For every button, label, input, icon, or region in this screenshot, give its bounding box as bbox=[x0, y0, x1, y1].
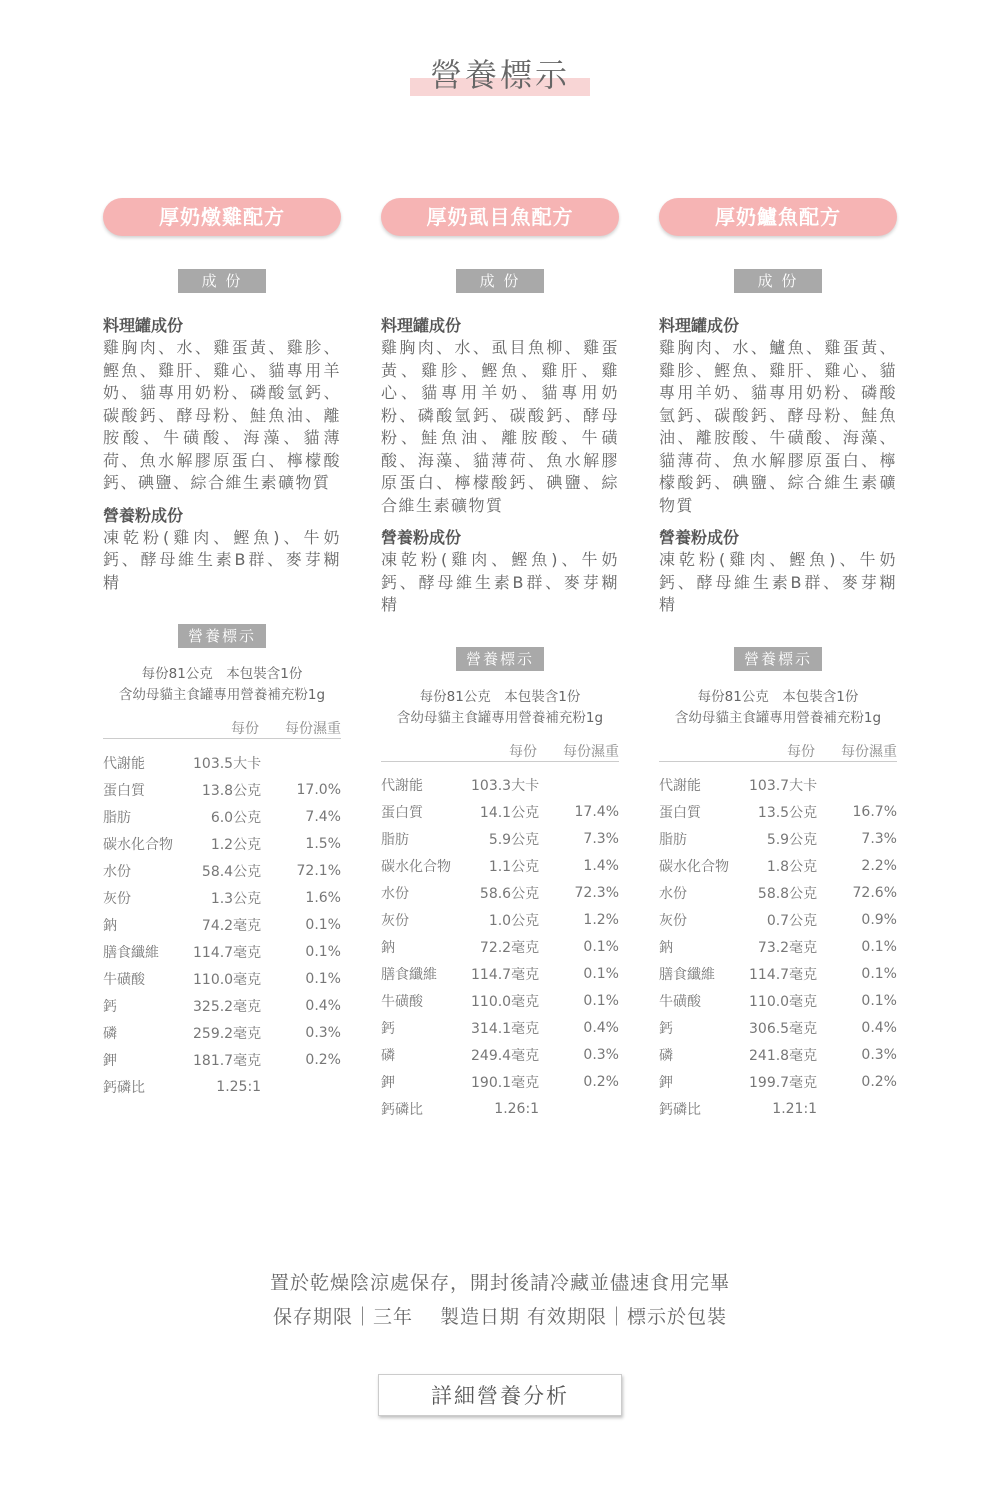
nutrient-percent: 1.2% bbox=[583, 912, 619, 928]
table-row bbox=[381, 988, 619, 1015]
nutrient-percent: 0.2% bbox=[305, 1051, 341, 1068]
nutrient-name: 蛋白質 bbox=[381, 805, 423, 821]
nutrient-percent: 0.1% bbox=[583, 939, 619, 955]
table-row bbox=[103, 776, 341, 803]
nutrient-name: 代謝能 bbox=[103, 755, 145, 772]
nutrient-amount: 249.4毫克 bbox=[471, 1048, 540, 1064]
nutrition-table-header bbox=[659, 739, 897, 762]
nutrient-percent: 7.3% bbox=[861, 831, 897, 847]
nutrient-percent: 0.4% bbox=[305, 997, 341, 1014]
nutrient-percent: 2.2% bbox=[861, 858, 897, 874]
nutrient-percent: 72.6% bbox=[852, 885, 897, 901]
nutrient-percent: 1.4% bbox=[583, 858, 619, 874]
nutrient-name: 磷 bbox=[659, 1048, 673, 1064]
nutrition-tag: 營養標示 bbox=[456, 647, 544, 671]
can-ingredients-text: 雞胸肉、水、虱目魚柳、雞蛋黃、雞胗、鰹魚、雞肝、雞心、貓專用羊奶、貓專用奶粉、磷酸氫鈣、碳酸鈣、酵母粉、鮭魚油、離胺酸、牛磺酸、海藻、貓薄荷、魚水解膠原蛋白、檸檬酸鈣、碘鹽、綜合維生素礦物質 bbox=[381, 338, 619, 515]
product-name-pill: 厚奶虱目魚配方 bbox=[381, 198, 619, 236]
nutrient-name: 鉀 bbox=[659, 1075, 673, 1091]
nutrient-name: 灰份 bbox=[103, 890, 131, 907]
nutrient-amount: 1.2公克 bbox=[210, 836, 262, 853]
nutrient-name: 鈉 bbox=[381, 940, 395, 956]
table-row bbox=[659, 934, 897, 961]
table-row bbox=[103, 830, 341, 857]
nutrient-name: 牛磺酸 bbox=[103, 971, 145, 988]
nutrient-name: 磷 bbox=[103, 1025, 117, 1042]
serving-line-2: 含幼母貓主食罐專用營養補充粉1g bbox=[396, 709, 604, 726]
table-row bbox=[381, 1015, 619, 1042]
product-column bbox=[659, 198, 897, 1123]
nutrient-name: 鈉 bbox=[659, 940, 673, 956]
nutrient-percent: 0.2% bbox=[861, 1074, 897, 1090]
nutrient-name: 鉀 bbox=[381, 1075, 395, 1091]
nutrient-amount: 181.7毫克 bbox=[193, 1052, 262, 1069]
nutrient-name: 膳食纖維 bbox=[103, 944, 159, 961]
nutrient-amount: 103.3大卡 bbox=[471, 778, 540, 794]
nutrient-amount: 14.1公克 bbox=[479, 805, 540, 821]
header-per-serving: 每份 bbox=[509, 743, 537, 760]
table-row bbox=[381, 961, 619, 988]
nutrient-name: 碳水化合物 bbox=[103, 836, 173, 853]
storage-note: 置於乾燥陰涼處保存，開封後請冷藏並儘速食用完畢 bbox=[269, 1272, 730, 1294]
table-row bbox=[381, 907, 619, 934]
serving-line-2: 含幼母貓主食罐專用營養補充粉1g bbox=[118, 687, 326, 703]
nutrient-amount: 1.21:1 bbox=[772, 1101, 818, 1117]
table-row bbox=[659, 799, 897, 826]
nutrient-amount: 114.7毫克 bbox=[471, 967, 540, 983]
nutrient-amount: 314.1毫克 bbox=[471, 1021, 540, 1037]
powder-ingredients-heading: 營養粉成份 bbox=[103, 505, 184, 525]
powder-ingredients-text: 凍乾粉(雞肉、鰹魚)、牛奶鈣、酵母維生素B群、麥芽糊精 bbox=[103, 527, 341, 592]
table-row bbox=[103, 1019, 341, 1046]
nutrient-name: 碳水化合物 bbox=[381, 859, 451, 875]
serving-info bbox=[381, 687, 619, 729]
nutrient-name: 鉀 bbox=[103, 1052, 117, 1069]
table-row bbox=[659, 1096, 897, 1123]
can-ingredients-heading: 料理罐成份 bbox=[381, 316, 462, 335]
table-row bbox=[381, 1069, 619, 1096]
can-ingredients-text: 雞胸肉、水、鱸魚、雞蛋黃、雞胗、鰹魚、雞肝、雞心、貓專用羊奶、貓專用奶粉、磷酸氫鈣、碳酸鈣、酵母粉、鮭魚油、離胺酸、牛磺酸、海藻、貓薄荷、魚水解膠原蛋白、檸檬酸鈣、碘鹽、綜合維生素礦物質 bbox=[659, 338, 897, 515]
nutrient-percent: 72.1% bbox=[296, 862, 341, 879]
nutrient-name: 脂肪 bbox=[659, 832, 687, 848]
nutrient-name: 鈣 bbox=[659, 1021, 673, 1037]
product-name-pill: 厚奶燉雞配方 bbox=[103, 198, 341, 236]
nutrient-name: 鈣磷比 bbox=[659, 1102, 701, 1118]
table-row bbox=[659, 1015, 897, 1042]
nutrient-name: 脂肪 bbox=[103, 809, 131, 826]
nutrient-name: 碳水化合物 bbox=[659, 859, 729, 875]
table-row bbox=[381, 880, 619, 907]
table-row bbox=[103, 803, 341, 830]
nutrient-percent bbox=[817, 1096, 897, 1123]
can-ingredients-heading: 料理罐成份 bbox=[103, 316, 184, 335]
table-row bbox=[103, 938, 341, 965]
nutrient-name: 鈉 bbox=[103, 917, 117, 934]
nutrient-percent: 0.1% bbox=[861, 993, 897, 1009]
nutrient-amount: 1.0公克 bbox=[488, 913, 540, 929]
detail-nutrition-button[interactable]: 詳細營養分析 bbox=[378, 1374, 622, 1416]
nutrient-name: 脂肪 bbox=[381, 832, 409, 848]
powder-ingredients-text: 凍乾粉(雞肉、鰹魚)、牛奶鈣、酵母維生素B群、麥芽糊精 bbox=[381, 550, 619, 614]
nutrient-amount: 306.5毫克 bbox=[749, 1021, 818, 1037]
nutrient-percent: 0.4% bbox=[583, 1020, 619, 1036]
nutrient-percent: 0.3% bbox=[583, 1047, 619, 1063]
nutrient-percent: 0.1% bbox=[861, 966, 897, 982]
nutrient-amount: 114.7毫克 bbox=[193, 944, 262, 961]
nutrient-percent: 0.1% bbox=[305, 970, 341, 987]
serving-line-1: 每份81公克 本包裝含1份 bbox=[141, 666, 303, 682]
nutrient-percent: 0.3% bbox=[861, 1047, 897, 1063]
nutrient-percent: 0.2% bbox=[583, 1074, 619, 1090]
nutrient-name: 水份 bbox=[103, 863, 131, 880]
table-row bbox=[659, 826, 897, 853]
table-row bbox=[381, 799, 619, 826]
nutrient-name: 鈣 bbox=[103, 998, 117, 1015]
nutrition-tag: 營養標示 bbox=[734, 647, 822, 671]
nutrient-percent: 17.4% bbox=[574, 804, 619, 820]
nutrient-percent: 0.9% bbox=[861, 912, 897, 928]
nutrient-name: 鈣磷比 bbox=[103, 1079, 145, 1096]
nutrient-amount: 1.1公克 bbox=[488, 859, 540, 875]
nutrient-name: 牛磺酸 bbox=[659, 994, 701, 1010]
nutrient-percent: 0.1% bbox=[861, 939, 897, 955]
nutrient-amount: 13.8公克 bbox=[201, 782, 262, 799]
nutrient-amount: 58.4公克 bbox=[201, 863, 262, 880]
table-row bbox=[103, 911, 341, 938]
serving-line-1: 每份81公克 本包裝含1份 bbox=[419, 688, 581, 705]
table-row bbox=[103, 749, 341, 776]
nutrient-percent bbox=[539, 772, 619, 799]
nutrient-amount: 110.0毫克 bbox=[749, 994, 818, 1010]
nutrient-name: 灰份 bbox=[381, 913, 409, 929]
table-row bbox=[381, 826, 619, 853]
nutrient-name: 蛋白質 bbox=[103, 782, 145, 799]
table-row bbox=[659, 1042, 897, 1069]
table-row bbox=[659, 988, 897, 1015]
header-per-serving: 每份 bbox=[787, 743, 815, 760]
nutrient-percent: 7.3% bbox=[583, 831, 619, 847]
nutrient-amount: 199.7毫克 bbox=[749, 1075, 818, 1091]
table-row bbox=[103, 1046, 341, 1073]
nutrient-percent: 0.1% bbox=[305, 916, 341, 933]
serving-info bbox=[103, 664, 341, 706]
nutrient-amount: 74.2毫克 bbox=[201, 917, 262, 934]
nutrient-percent: 0.1% bbox=[583, 993, 619, 1009]
serving-info bbox=[659, 687, 897, 729]
nutrient-name: 牛磺酸 bbox=[381, 994, 423, 1010]
nutrient-name: 水份 bbox=[659, 886, 687, 902]
nutrition-table bbox=[381, 772, 619, 1123]
table-row bbox=[659, 772, 897, 799]
header-per-serving: 每份 bbox=[231, 721, 259, 737]
nutrient-amount: 0.7公克 bbox=[766, 913, 818, 929]
nutrient-amount: 5.9公克 bbox=[488, 832, 540, 848]
table-row bbox=[381, 772, 619, 799]
header-wet-weight: 每份濕重 bbox=[285, 721, 341, 737]
nutrient-percent bbox=[261, 1073, 341, 1100]
product-column bbox=[103, 198, 341, 1100]
nutrient-amount: 1.25:1 bbox=[216, 1078, 262, 1095]
nutrient-amount: 103.5大卡 bbox=[193, 755, 262, 772]
header-wet-weight: 每份濕重 bbox=[841, 743, 897, 760]
nutrient-name: 鈣磷比 bbox=[381, 1102, 423, 1118]
nutrient-name: 水份 bbox=[381, 886, 409, 902]
product-name-pill: 厚奶鱸魚配方 bbox=[659, 198, 897, 236]
nutrient-amount: 5.9公克 bbox=[766, 832, 818, 848]
nutrient-amount: 1.8公克 bbox=[766, 859, 818, 875]
table-row bbox=[103, 884, 341, 911]
page-title-text: 營養標示 bbox=[429, 56, 570, 94]
nutrient-percent bbox=[817, 772, 897, 799]
table-row bbox=[381, 853, 619, 880]
nutrition-tag: 營養標示 bbox=[178, 624, 266, 648]
nutrient-name: 膳食纖維 bbox=[659, 967, 715, 983]
page-title bbox=[410, 50, 590, 100]
nutrition-table bbox=[103, 749, 341, 1100]
header-wet-weight: 每份濕重 bbox=[563, 743, 619, 760]
nutrient-amount: 110.0毫克 bbox=[193, 971, 262, 988]
nutrient-amount: 1.26:1 bbox=[494, 1101, 540, 1117]
ingredients-tag: 成 份 bbox=[734, 269, 822, 293]
nutrient-amount: 241.8毫克 bbox=[749, 1048, 818, 1064]
table-row bbox=[103, 1073, 341, 1100]
nutrient-amount: 72.2毫克 bbox=[479, 940, 540, 956]
nutrient-amount: 190.1毫克 bbox=[471, 1075, 540, 1091]
nutrient-name: 代謝能 bbox=[659, 778, 701, 794]
nutrient-percent: 17.0% bbox=[296, 781, 341, 798]
nutrient-amount: 58.8公克 bbox=[757, 886, 818, 902]
nutrient-name: 代謝能 bbox=[381, 778, 423, 794]
table-row bbox=[381, 1096, 619, 1123]
table-row bbox=[103, 857, 341, 884]
nutrient-percent bbox=[539, 1096, 619, 1123]
nutrient-amount: 13.5公克 bbox=[757, 805, 818, 821]
nutrient-percent: 0.1% bbox=[305, 943, 341, 960]
nutrient-amount: 103.7大卡 bbox=[749, 778, 818, 794]
nutrient-name: 灰份 bbox=[659, 913, 687, 929]
table-row bbox=[381, 934, 619, 961]
ingredients-tag: 成 份 bbox=[456, 269, 544, 293]
nutrient-amount: 325.2毫克 bbox=[193, 998, 262, 1015]
shelf-life-note: 保存期限｜三年 製造日期 有效期限｜標示於包裝 bbox=[272, 1306, 728, 1328]
table-row bbox=[659, 907, 897, 934]
nutrient-amount: 1.3公克 bbox=[210, 890, 262, 907]
nutrient-percent: 16.7% bbox=[852, 804, 897, 820]
nutrient-percent: 7.4% bbox=[305, 808, 341, 825]
ingredients-tag: 成 份 bbox=[178, 269, 266, 293]
nutrient-name: 鈣 bbox=[381, 1021, 395, 1037]
nutrient-amount: 110.0毫克 bbox=[471, 994, 540, 1010]
table-row bbox=[659, 1069, 897, 1096]
serving-line-1: 每份81公克 本包裝含1份 bbox=[697, 688, 859, 705]
nutrition-table bbox=[659, 772, 897, 1123]
nutrient-name: 膳食纖維 bbox=[381, 967, 437, 983]
nutrient-amount: 73.2毫克 bbox=[757, 940, 818, 956]
powder-ingredients-heading: 營養粉成份 bbox=[659, 528, 740, 547]
table-row bbox=[659, 853, 897, 880]
nutrient-amount: 114.7毫克 bbox=[749, 967, 818, 983]
nutrient-amount: 58.6公克 bbox=[479, 886, 540, 902]
can-ingredients-text: 雞胸肉、水、雞蛋黃、雞胗、鰹魚、雞肝、雞心、貓專用羊奶、貓專用奶粉、磷酸氫鈣、碳酸鈣、酵母粉、鮭魚油、離胺酸、牛磺酸、海藻、貓薄荷、魚水解膠原蛋白、檸檬酸鈣、碘鹽、綜合維生素礦物質 bbox=[103, 338, 341, 492]
nutrient-percent: 1.6% bbox=[305, 889, 341, 906]
serving-line-2: 含幼母貓主食罐專用營養補充粉1g bbox=[674, 709, 882, 726]
nutrient-name: 蛋白質 bbox=[659, 805, 701, 821]
nutrition-table-header bbox=[381, 739, 619, 762]
table-row bbox=[103, 965, 341, 992]
table-row bbox=[381, 1042, 619, 1069]
nutrient-percent: 1.5% bbox=[305, 835, 341, 852]
nutrient-percent: 0.4% bbox=[861, 1020, 897, 1036]
product-column bbox=[381, 198, 619, 1123]
nutrient-percent: 0.1% bbox=[583, 966, 619, 982]
nutrient-amount: 6.0公克 bbox=[210, 809, 262, 826]
nutrient-percent bbox=[261, 749, 341, 776]
powder-ingredients-text: 凍乾粉(雞肉、鰹魚)、牛奶鈣、酵母維生素B群、麥芽糊精 bbox=[659, 550, 897, 614]
nutrient-percent: 0.3% bbox=[305, 1024, 341, 1041]
nutrition-table-header bbox=[103, 716, 341, 739]
nutrient-percent: 72.3% bbox=[574, 885, 619, 901]
nutrient-name: 磷 bbox=[381, 1048, 395, 1064]
powder-ingredients-heading: 營養粉成份 bbox=[381, 528, 462, 547]
table-row bbox=[103, 992, 341, 1019]
table-row bbox=[659, 961, 897, 988]
nutrient-amount: 259.2毫克 bbox=[193, 1025, 262, 1042]
can-ingredients-heading: 料理罐成份 bbox=[659, 316, 740, 335]
table-row bbox=[659, 880, 897, 907]
